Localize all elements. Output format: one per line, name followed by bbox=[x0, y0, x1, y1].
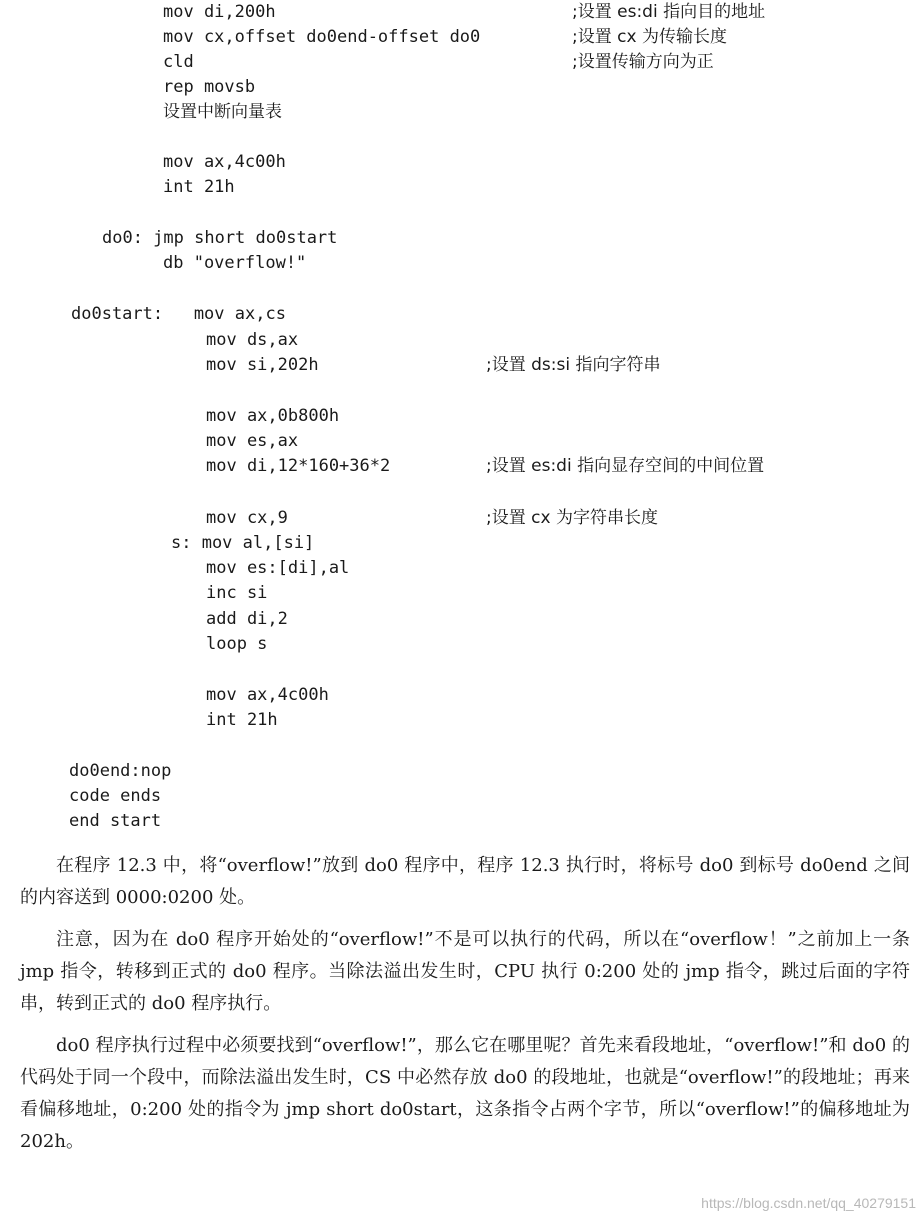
code-line: 设置中断向量表 bbox=[163, 102, 282, 122]
code-comment: ;设置 es:di 指向目的地址 bbox=[572, 2, 766, 22]
code-line: add di,2 bbox=[206, 609, 288, 629]
code-line: do0: jmp short do0start bbox=[102, 228, 338, 248]
watermark: https://blog.csdn.net/qq_40279151 bbox=[701, 1195, 916, 1211]
code-line: rep movsb bbox=[163, 77, 256, 97]
code-line: int 21h bbox=[206, 710, 278, 730]
code-line: mov es:[di],al bbox=[206, 558, 350, 578]
paragraph: 在程序 12.3 中，将“overflow!”放到 do0 程序中，程序 12.3 执行时，将标号 do0 到标号 do0end 之间的内容送到 0000:0200 处。 bbox=[20, 855, 910, 908]
code-line: end start bbox=[69, 811, 162, 831]
code-line: mov es,ax bbox=[206, 431, 299, 451]
code-comment: ;设置 cx 为传输长度 bbox=[572, 27, 727, 47]
code-line: mov di,12*160+36*2 bbox=[206, 456, 391, 476]
code-line: mov ds,ax bbox=[206, 330, 299, 350]
code-comment: ;设置 ds:si 指向字符串 bbox=[486, 355, 661, 375]
code-line: code ends bbox=[69, 786, 162, 806]
code-comment: ;设置传输方向为正 bbox=[572, 52, 714, 72]
code-line: mov si,202h bbox=[206, 355, 319, 375]
body-text bbox=[20, 850, 910, 1158]
code-line: loop s bbox=[206, 634, 268, 654]
paragraph: 注意，因为在 do0 程序开始处的“overflow!”不是可以执行的代码，所以在“overflow！”之前加上一条 jmp 指令，转移到正式的 do0 程序。当除法溢出发生时，CPU 执行 0:200 处的 jmp 指令，跳过后面的字符串，转到正式的 do0 程序执行。 bbox=[20, 929, 910, 1014]
code-line: s: mov al,[si] bbox=[171, 533, 315, 553]
code-comment: ;设置 es:di 指向显存空间的中间位置 bbox=[486, 456, 765, 476]
code-line: int 21h bbox=[163, 177, 235, 197]
code-line: mov ax,4c00h bbox=[206, 685, 329, 705]
code-comment: ;设置 cx 为字符串长度 bbox=[486, 508, 658, 528]
code-line: db "overflow!" bbox=[163, 253, 307, 273]
code-line: mov ax,4c00h bbox=[163, 152, 286, 172]
code-line: mov cx,9 bbox=[206, 508, 288, 528]
code-line: inc si bbox=[206, 583, 268, 603]
paragraph: do0 程序执行过程中必须要找到“overflow!”，那么它在哪里呢？首先来看段地址，“overflow!”和 do0 的代码处于同一个段中，而除法溢出发生时，CS 中必然存放 do0 的段地址，也就是“overflow!”的段地址；再来看偏移地址，0:200 处的指令为 jmp short do0start，这条指令占两个字节，所以“overflow!”的偏移地址为 202h。 bbox=[20, 1035, 910, 1152]
code-line: cld bbox=[163, 52, 194, 72]
code-line: mov cx,offset do0end-offset do0 bbox=[163, 27, 481, 47]
code-line: do0start: mov ax,cs bbox=[71, 304, 286, 324]
code-line: mov ax,0b800h bbox=[206, 406, 340, 426]
code-line: do0end:nop bbox=[69, 761, 172, 781]
code-line: mov di,200h bbox=[163, 2, 276, 22]
